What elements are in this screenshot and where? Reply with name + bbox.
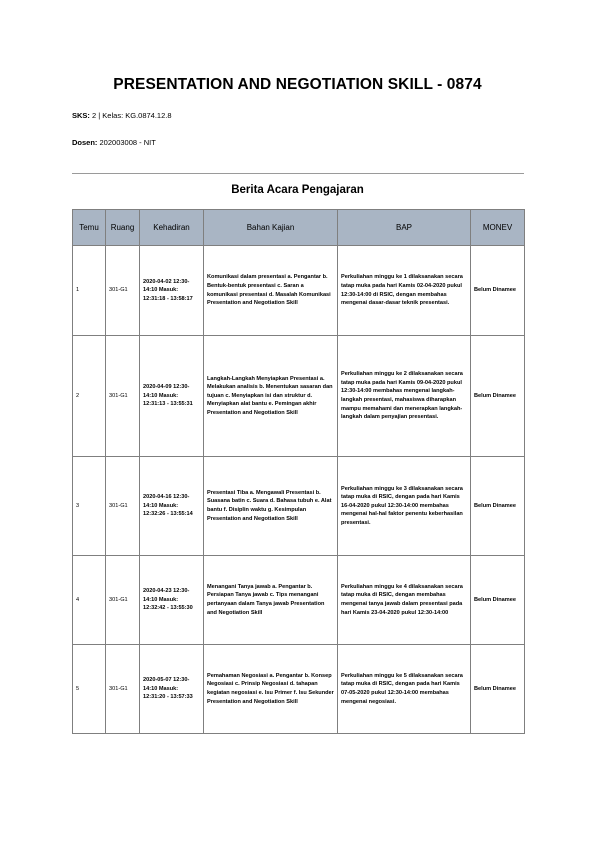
cell-ruang: 301-G1 [106, 556, 140, 645]
dosen-line [72, 138, 156, 147]
sks-value: 2 | Kelas: KG.0874.12.8 [92, 111, 172, 120]
table-header-row [73, 210, 525, 246]
table-row [73, 457, 525, 556]
bap-table [72, 209, 525, 734]
cell-bahan-kajian: Menangani Tanya jawab a. Pengantar b. Persiapan Tanya jawab c. Tips menangani pertanyaan dalam Tanya jawab Presentation and Negotiation Skill [204, 556, 338, 645]
cell-bap: Perkuliahan minggu ke 2 dilaksanakan secara tatap muka pada hari Kamis 09-04-2020 pukul 12:30-14:00 membahas mengenai langkah-langkah presentasi, mahasiswa diharapkan mampu memahami dan menerapkan langkah-langkah dalam penyajian presentasi. [338, 336, 471, 457]
header-kehadiran: Kehadiran [140, 210, 204, 246]
header-ruang: Ruang [106, 210, 140, 246]
cell-ruang: 301-G1 [106, 645, 140, 734]
cell-kehadiran: 2020-04-02 12:30-14:10 Masuk: 12:31:18 - 13:58:17 [140, 246, 204, 336]
table-row [73, 336, 525, 457]
table-row [73, 645, 525, 734]
cell-bahan-kajian: Presentasi Tiba a. Mengawali Presentasi b. Suasana batin c. Suara d. Bahasa tubuh e. Alat bantu f. Disiplin waktu g. Kesimpulan Presentation and Negotiation Skill [204, 457, 338, 556]
cell-temu: 3 [73, 457, 106, 556]
cell-bap: Perkuliahan minggu ke 5 dilaksanakan secara tatap muka di RSIC, dengan pada hari Kamis 07-05-2020 pukul 12:30-14:00 membahas mengenai negosiasi. [338, 645, 471, 734]
header-temu: Temu [73, 210, 106, 246]
document-title: PRESENTATION AND NEGOTIATION SKILL - 0874 [113, 76, 482, 93]
cell-bap: Perkuliahan minggu ke 3 dilaksanakan secara tatap muka di RSIC, dengan pada hari Kamis 16-04-2020 pukul 12:30-14:00 membahas mengenai hal-hal faktor penentu keberhasilan presentasi. [338, 457, 471, 556]
sks-label: SKS: [72, 111, 90, 120]
cell-monev: Belum Dinamee [471, 556, 525, 645]
table-row [73, 246, 525, 336]
cell-temu: 5 [73, 645, 106, 734]
cell-bap: Perkuliahan minggu ke 4 dilaksanakan secara tatap muka di RSIC, dengan membahas mengenai tanya jawab dalam presentasi pada hari Kamis 23-04-2020 pukul 12:30-14:00 [338, 556, 471, 645]
dosen-label: Dosen: [72, 138, 98, 147]
cell-monev: Belum Dinamee [471, 246, 525, 336]
cell-bap: Perkuliahan minggu ke 1 dilaksanakan secara tatap muka pada hari Kamis 02-04-2020 pukul 12:30-14:00 di RSIC, dengan membahas mengenai dasar-dasar teknik presentasi. [338, 246, 471, 336]
cell-bahan-kajian: Komunikasi dalam presentasi a. Pengantar b. Bentuk-bentuk presentasi c. Saran a komunikasi presentasi d. Masalah Komunikasi Presentation and Negotiation Skill [204, 246, 338, 336]
cell-monev: Belum Dinamee [471, 336, 525, 457]
cell-ruang: 301-G1 [106, 246, 140, 336]
table-row [73, 556, 525, 645]
cell-kehadiran: 2020-04-16 12:30-14:10 Masuk: 12:32:26 - 13:55:14 [140, 457, 204, 556]
dosen-value: 202003008 - NIT [99, 138, 156, 147]
cell-ruang: 301-G1 [106, 457, 140, 556]
cell-bahan-kajian: Pemahaman Negosiasi a. Pengantar b. Konsep Negosiasi c. Prinsip Negosiasi d. tahapan kegiatan negosiasi e. Isu Primer f. Isu Sekunder Presentation and Negotiation Skill [204, 645, 338, 734]
section-title: Berita Acara Pengajaran [231, 184, 364, 196]
header-monev: MONEV [471, 210, 525, 246]
cell-ruang: 301-G1 [106, 336, 140, 457]
cell-bahan-kajian: Langkah-Langkah Menyiapkan Presentasi a. Melakukan analisis b. Menentukan sasaran dan tujuan c. Menyiapkan isi dan struktur d. Menyiapkan alat bantu e. Pemingan akhir Presentation and Negotiation Skill [204, 336, 338, 457]
cell-temu: 4 [73, 556, 106, 645]
header-bahan-kajian: Bahan Kajian [204, 210, 338, 246]
cell-monev: Belum Dinamee [471, 645, 525, 734]
sks-kelas-line [72, 111, 172, 120]
cell-kehadiran: 2020-05-07 12:30-14:10 Masuk: 12:31:20 - 13:57:33 [140, 645, 204, 734]
cell-temu: 2 [73, 336, 106, 457]
header-bap: BAP [338, 210, 471, 246]
cell-kehadiran: 2020-04-23 12:30-14:10 Masuk: 12:32:42 - 13:55:30 [140, 556, 204, 645]
cell-temu: 1 [73, 246, 106, 336]
divider [72, 173, 524, 174]
cell-kehadiran: 2020-04-09 12:30-14:10 Masuk: 12:31:13 - 13:55:31 [140, 336, 204, 457]
cell-monev: Belum Dinamee [471, 457, 525, 556]
